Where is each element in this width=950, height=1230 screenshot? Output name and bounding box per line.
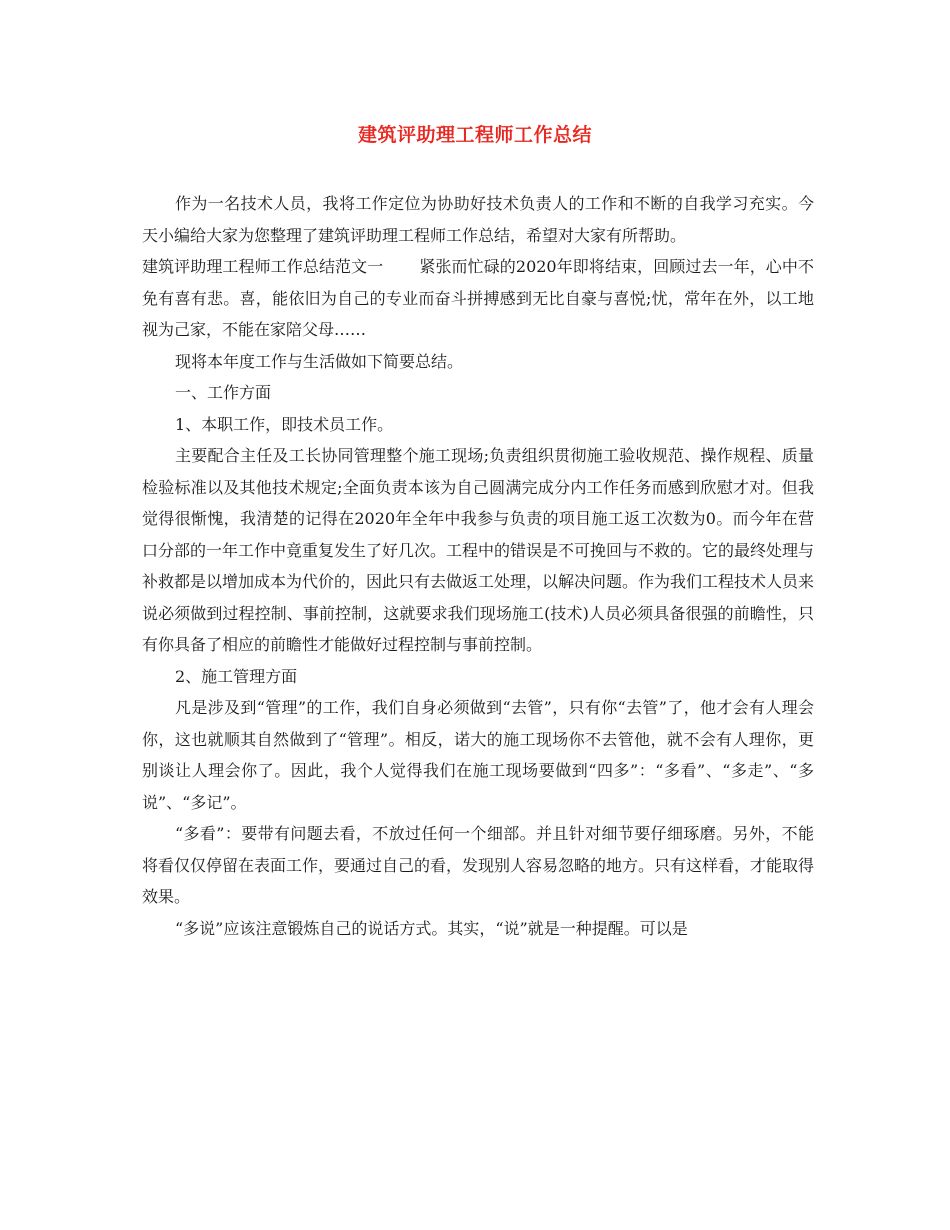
sample-heading: 建筑评助理工程师工作总结范文一 <box>142 257 384 276</box>
intro-paragraph: 作为一名技术人员，我将工作定位为协助好技术负责人的工作和不断的自我学习充实。今天小编给大家为您整理了建筑评助理工程师工作总结，希望对大家有所帮助。 <box>142 194 814 245</box>
sample-lead-text: 紧张而忙碌的2020年即将结束，回顾过去一年，心中不免有喜有悲。喜，能依旧为自己的专业而奋斗拼搏感到无比自豪与喜悦;忧，常年在外，以工地视为己家，不能在家陪父母…… <box>142 257 814 339</box>
speak-more-paragraph: “多说”应该注意锻炼自己的说话方式。其实，“说”就是一种提醒。可以是 <box>175 918 688 938</box>
summary-intro-paragraph: 现将本年度工作与生活做如下简要总结。 <box>175 351 464 371</box>
document-title: 建筑评助理工程师工作总结 <box>357 124 592 146</box>
subsection-heading-management: 2、施工管理方面 <box>175 666 298 686</box>
section-heading-work: 一、工作方面 <box>175 383 272 402</box>
subsection-heading-duties: 1、本职工作，即技术员工作。 <box>175 414 394 434</box>
sample-intro-paragraph <box>142 251 814 346</box>
duties-paragraph: 主要配合主任及工长协同管理整个施工现场;负责组织贯彻施工验收规范、操作规程、质量检验标准以及其他技术规定;全面负责本该为自己圆满完成分内工作任务而感到欣慰才对。但我觉得很惭愧，我清楚的记得在2020年全年中我参与负责的项目施工返工次数为0。而今年在营口分部的一年工作中竟重复发生了好几次。工程中的错误是不可挽回与不救的。它的最终处理与补救都是以增加成本为代价的，因此只有去做返工处理，以解决问题。作为我们工程技术人员来说必须做到过程控制、事前控制，这就要求我们现场施工(技术)人员必须具备很强的前瞻性，只有你具备了相应的前瞻性才能做好过程控制与事前控制。 <box>142 446 815 654</box>
management-paragraph: 凡是涉及到“管理”的工作，我们自身必须做到“去管”，只有你“去管”了，他才会有人理会你，这也就顺其自然做到了“管理”。相反，诺大的施工现场你不去管他，就不会有人理你，更别谈让人理会你了。因此，我个人觉得我们在施工现场要做到“四多”：“多看”、“多走”、“多说”、“多记”。 <box>142 698 814 812</box>
document-body <box>142 188 814 944</box>
look-more-paragraph: “多看”：要带有问题去看，不放过任何一个细部。并且针对细节要仔细琢磨。另外，不能将看仅仅停留在表面工作，要通过自己的看，发现别人容易忽略的地方。只有这样看，才能取得效果。 <box>142 824 815 906</box>
